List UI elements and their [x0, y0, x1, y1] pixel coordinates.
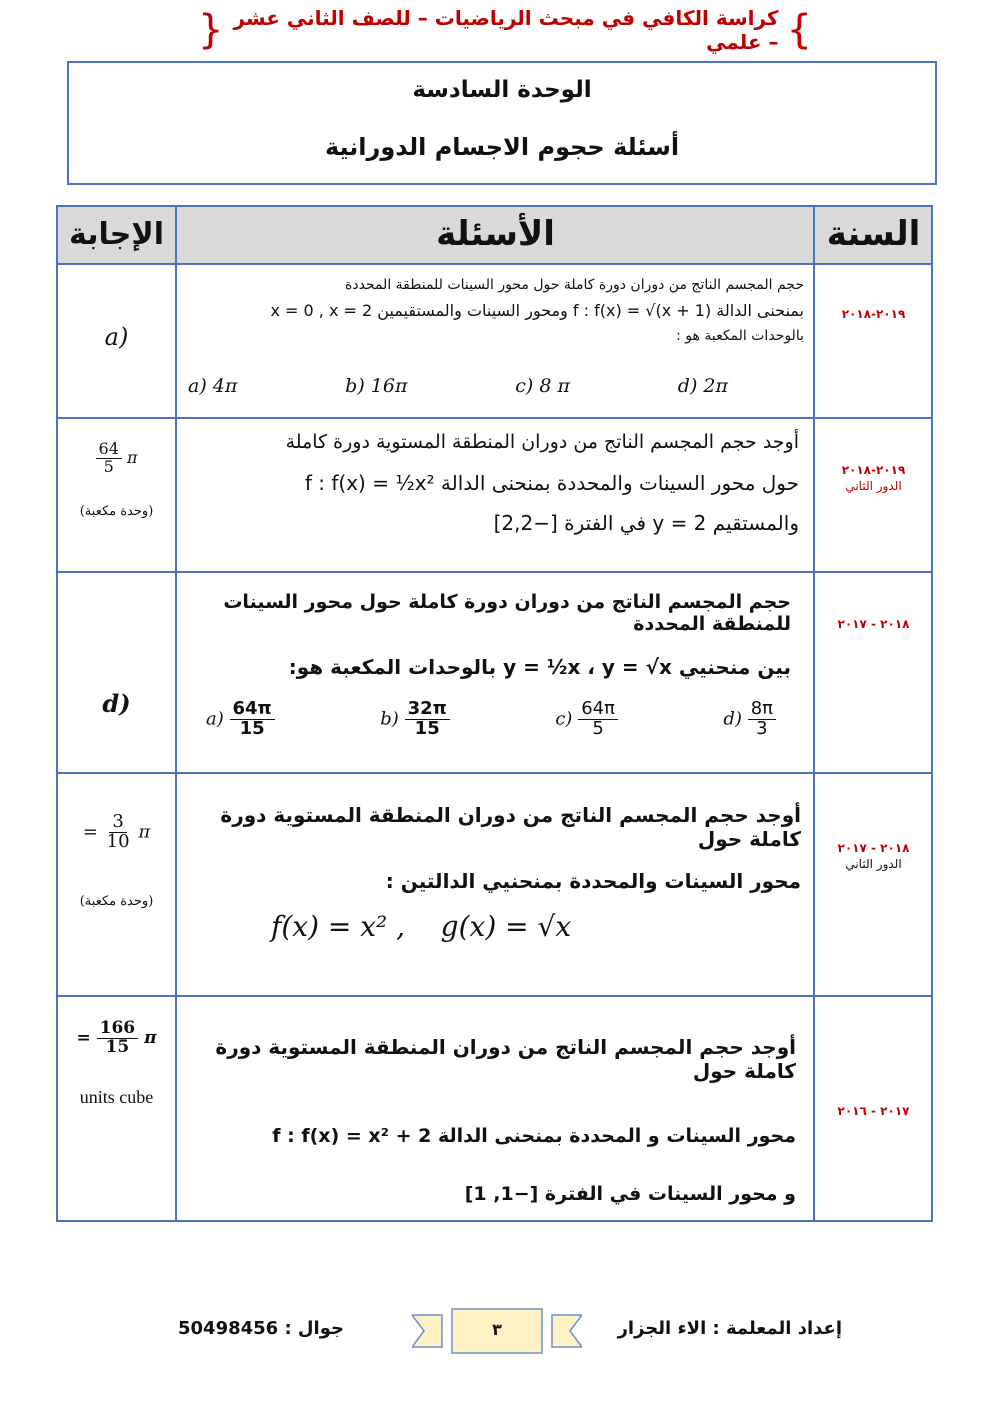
- answer-unit: (وحدة مكعبة): [79, 503, 154, 519]
- banner-title: كراسة الكافي في مبحث الرياضيات – للصف الثاني عشر – علمي: [233, 6, 779, 54]
- year-sub: الدور الثاني: [845, 857, 902, 871]
- choice-d: [723, 700, 776, 739]
- questions-table: [56, 205, 933, 1222]
- row5-answer: [58, 1020, 175, 1108]
- choice-label: c): [555, 708, 573, 730]
- table-border-bottom: [56, 1220, 933, 1222]
- choice-d: d) 2π: [677, 375, 728, 397]
- header-answer: الإجابة: [69, 216, 164, 252]
- choice-b: b) 16π: [345, 375, 408, 397]
- row2-answer: [58, 441, 175, 519]
- brace-left: {: [198, 7, 224, 53]
- year-sub: الدور الثاني: [845, 479, 902, 493]
- question-line: أوجد حجم المجسم الناتج من دوران المنطقة المستوية دورة كاملة حول: [220, 803, 801, 851]
- choice-label: b): [380, 708, 399, 730]
- question-line: حجم المجسم الناتج من دوران دورة كاملة حول محور السينات للمنطقة المحددة: [223, 591, 791, 635]
- question-line: أوجد حجم المجسم الناتج من دوران المنطقة المستوية دورة كاملة حول: [215, 1035, 796, 1083]
- row1-choices: [188, 375, 728, 397]
- row1-question: [184, 277, 804, 344]
- choice-a: a) 4π: [188, 375, 238, 397]
- ribbon-left-tail: [412, 1315, 442, 1347]
- choice-fraction: [748, 700, 776, 739]
- choice-fraction: [578, 700, 618, 739]
- choice-b: [380, 700, 450, 739]
- fraction-numerator: 8π: [748, 700, 776, 720]
- brace-right: }: [786, 7, 812, 53]
- year-label: ٢٠١٩-٢٠١٨: [841, 463, 906, 477]
- row2-year: [816, 463, 931, 493]
- answer-unit: units cube: [79, 1086, 154, 1107]
- choice-fraction: [405, 700, 450, 739]
- footer-phone: جوال : 50498456: [178, 1318, 344, 1339]
- year-label: ٢٠١٧ - ٢٠١٦: [837, 1104, 910, 1118]
- unit-title: الوحدة السادسة: [412, 77, 592, 103]
- table-divider: [56, 772, 933, 774]
- row5-question: [196, 1035, 796, 1205]
- year-label: ٢٠١٨ - ٢٠١٧: [837, 617, 910, 631]
- fraction-numerator: 64π: [230, 700, 275, 720]
- table-divider: [56, 571, 933, 573]
- question-line: محور السينات والمحددة بمنحنيي الدالتين :: [385, 869, 801, 893]
- unit-subtitle: أسئلة حجوم الاجسام الدورانية: [324, 133, 680, 161]
- fraction-denominator: 5: [103, 456, 114, 476]
- fraction-numerator: 32π: [405, 700, 450, 720]
- choice-label: a): [206, 708, 224, 730]
- unit-title-box: [67, 61, 937, 185]
- row4-question: [191, 803, 801, 893]
- choice-a: [206, 700, 275, 739]
- table-divider: [56, 417, 933, 419]
- fraction-numerator: 166: [97, 1020, 139, 1039]
- footer-author: إعداد المعلمة : الاء الجزار: [617, 1318, 842, 1339]
- row2-question: [184, 431, 799, 535]
- choice-label: d): [723, 708, 742, 730]
- fraction-numerator: 3: [109, 813, 126, 833]
- table-border-right: [931, 205, 933, 1222]
- fraction-denominator: 3: [756, 717, 768, 739]
- question-line: حول محور السينات والمحددة بمنحنى الدالة f : f(x) = ½x²: [304, 471, 799, 495]
- year-label: ٢٠١٨ - ٢٠١٧: [837, 841, 910, 855]
- question-line: بمنحنى الدالة f : f(x) = √(x + 1) ومحور السينات والمستقيمين x = 0 , x = 2: [270, 301, 804, 320]
- fraction-denominator: 10: [106, 830, 130, 852]
- page-number: ٣: [492, 1320, 502, 1339]
- table-column-divider: [813, 205, 815, 1222]
- choice-fraction: [230, 700, 275, 739]
- table-divider: [56, 263, 933, 265]
- answer-unit: (وحدة مكعبة): [79, 893, 154, 909]
- question-line: محور السينات و المحددة بمنحنى الدالة f : f(x) = x² + 2: [272, 1125, 796, 1147]
- question-line: والمستقيم y = 2 في الفترة [−2,2]: [493, 511, 799, 535]
- row3-choices: [206, 700, 776, 739]
- page-banner: [190, 8, 820, 52]
- question-line: بالوحدات المكعبة هو :: [676, 328, 804, 344]
- pi-symbol: π: [144, 1027, 157, 1048]
- fraction-denominator: 5: [592, 717, 604, 739]
- row3-question: [216, 591, 791, 679]
- fraction-denominator: 15: [239, 717, 265, 739]
- header-year: السنة: [826, 214, 921, 254]
- question-line: حجم المجسم الناتج من دوران دورة كاملة حول محور السينات للمنطقة المحددة: [345, 277, 804, 293]
- equals-sign: =: [82, 821, 98, 843]
- pi-symbol: π: [126, 447, 138, 467]
- fraction-denominator: 15: [414, 717, 440, 739]
- pi-symbol: π: [138, 821, 151, 843]
- header-questions: الأسئلة: [436, 214, 555, 254]
- row1-answer: a): [104, 323, 129, 351]
- fraction-numerator: 64π: [578, 700, 618, 720]
- row4-year: [816, 841, 931, 871]
- answer-fraction: [97, 1020, 139, 1057]
- fraction-denominator: 15: [105, 1036, 130, 1057]
- answer-fraction: [104, 813, 133, 852]
- fraction-numerator: 64: [96, 441, 122, 459]
- choice-c: c) 8 π: [515, 375, 570, 397]
- question-line: و محور السينات في الفترة [−1, 1]: [464, 1183, 796, 1205]
- equals-sign: =: [76, 1027, 91, 1048]
- row3-answer: d): [102, 689, 131, 718]
- row1-year: [816, 307, 931, 321]
- row4-formula: f(x) = x² , g(x) = √x: [271, 910, 572, 943]
- answer-fraction: [96, 441, 122, 476]
- year-label: ٢٠١٩-٢٠١٨: [841, 307, 906, 321]
- table-column-divider: [175, 205, 177, 1222]
- table-divider: [56, 995, 933, 997]
- row3-year: [816, 617, 931, 631]
- question-line: بين منحنيي y = ½x ، y = √x بالوحدات المكعبة هو:: [288, 655, 791, 679]
- row4-answer: [58, 813, 175, 909]
- question-line: أوجد حجم المجسم الناتج من دوران المنطقة المستوية دورة كاملة: [285, 431, 799, 453]
- choice-c: [555, 700, 618, 739]
- row5-year: [816, 1104, 931, 1118]
- ribbon-right-tail: [552, 1315, 582, 1347]
